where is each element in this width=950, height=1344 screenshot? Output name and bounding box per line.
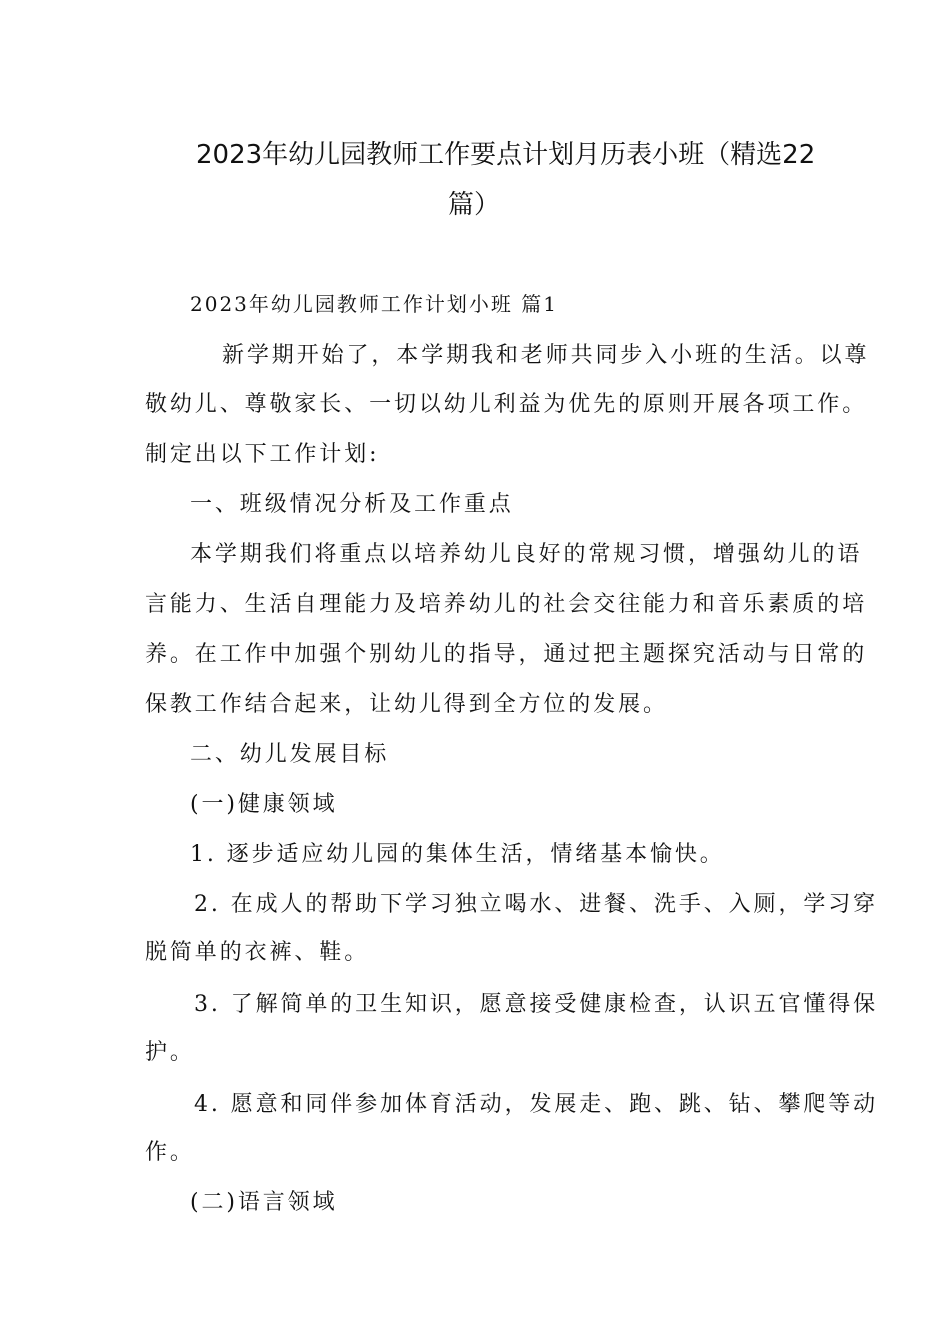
list-item: 4. 愿意和同伴参加体育活动，发展走、跑、跳、钻、攀爬等动 [194, 1092, 879, 1117]
list-item: 2. 在成人的帮助下学习独立喝水、进餐、洗手、入厕，学习穿 [194, 892, 879, 917]
list-item-continuation: 脱简单的衣裤、鞋。 [145, 940, 370, 965]
paragraph-line: 本学期我们将重点以培养幼儿良好的常规习惯，增强幼儿的语 [190, 542, 863, 567]
heading-development-goals: 二、幼儿发展目标 [190, 742, 390, 767]
list-item: 1. 逐步适应幼儿园的集体生活，情绪基本愉快。 [190, 842, 725, 867]
paragraph-line: 新学期开始了，本学期我和老师共同步入小班的生活。以尊 [222, 343, 870, 368]
document-title-line-2: 篇） [448, 190, 501, 220]
paragraph-line: 养。在工作中加强个别幼儿的指导，通过把主题探究活动与日常的 [145, 642, 868, 667]
paragraph-line: 敬幼儿、尊敬家长、一切以幼儿利益为优先的原则开展各项工作。 [145, 392, 868, 417]
paragraph-line: 制定出以下工作计划: [145, 442, 380, 467]
heading-class-analysis: 一、班级情况分析及工作重点 [190, 492, 514, 517]
heading-health-domain: (一)健康领域 [190, 792, 338, 817]
heading-language-domain: (二)语言领域 [190, 1190, 338, 1215]
list-item: 3. 了解简单的卫生知识，愿意接受健康检查，认识五官懂得保 [194, 992, 879, 1017]
list-item-continuation: 护。 [145, 1040, 195, 1065]
section-heading: 2023年幼儿园教师工作计划小班 篇1 [190, 292, 558, 316]
list-item-continuation: 作。 [145, 1140, 195, 1165]
paragraph-line: 保教工作结合起来，让幼儿得到全方位的发展。 [145, 692, 668, 717]
paragraph-line: 言能力、生活自理能力及培养幼儿的社会交往能力和音乐素质的培 [145, 592, 868, 617]
document-title-line-1: 2023年幼儿园教师工作要点计划月历表小班（精选22 [196, 140, 816, 170]
